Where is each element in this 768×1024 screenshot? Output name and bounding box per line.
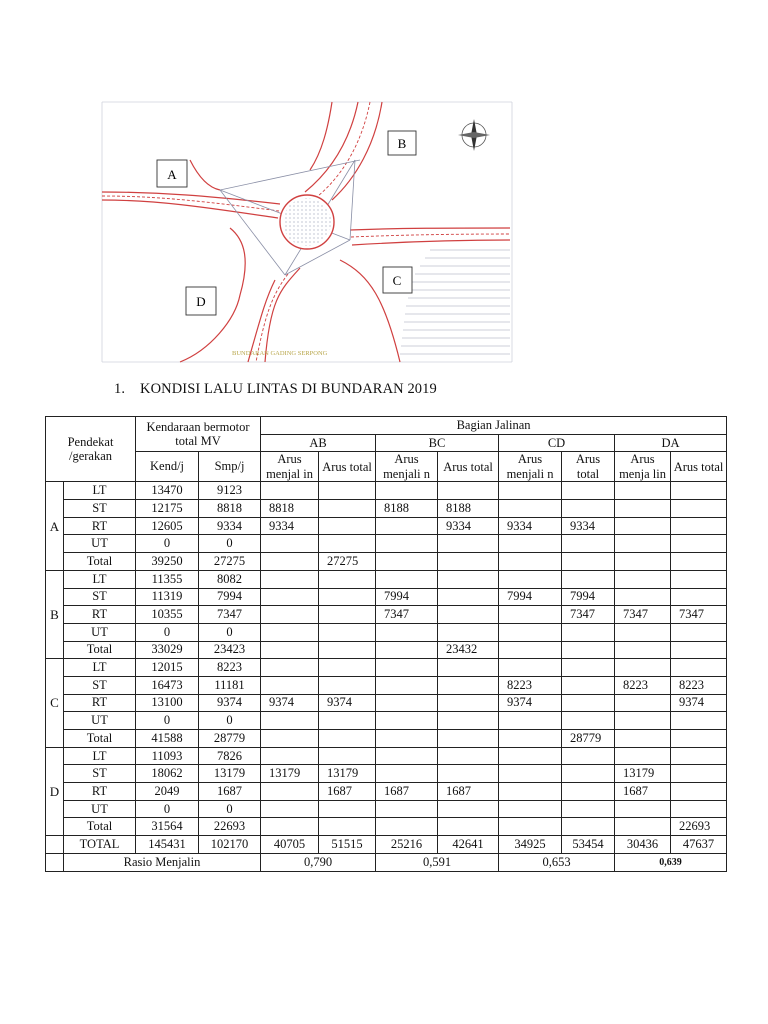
total-value: 30436 bbox=[615, 836, 671, 854]
value-cell: 1687 bbox=[319, 783, 376, 801]
value-cell bbox=[562, 694, 615, 712]
value-cell: 28779 bbox=[199, 730, 261, 748]
value-cell: 7347 bbox=[562, 606, 615, 624]
table-row bbox=[46, 482, 727, 500]
value-cell: 9374 bbox=[261, 694, 319, 712]
movement-cell: UT bbox=[64, 535, 136, 553]
value-cell bbox=[261, 641, 319, 659]
value-cell bbox=[671, 553, 727, 571]
map-caption: BUNDARAN GADING SERPONG bbox=[232, 350, 328, 357]
value-cell bbox=[615, 570, 671, 588]
header-sections: Bagian Jalinan bbox=[261, 417, 727, 435]
value-cell bbox=[319, 730, 376, 748]
header-cd: CD bbox=[499, 434, 615, 452]
value-cell: 12605 bbox=[136, 517, 199, 535]
value-cell bbox=[615, 659, 671, 677]
movement-cell: ST bbox=[64, 676, 136, 694]
total-value: 145431 bbox=[136, 836, 199, 854]
value-cell: 8223 bbox=[615, 676, 671, 694]
value-cell: 8223 bbox=[199, 659, 261, 677]
table-row bbox=[46, 553, 727, 571]
value-cell: 7347 bbox=[615, 606, 671, 624]
value-cell bbox=[261, 747, 319, 765]
value-cell: 7994 bbox=[562, 588, 615, 606]
total-value: 25216 bbox=[376, 836, 438, 854]
table-row bbox=[46, 606, 727, 624]
value-cell: 12015 bbox=[136, 659, 199, 677]
value-cell bbox=[499, 623, 562, 641]
value-cell bbox=[261, 570, 319, 588]
value-cell bbox=[319, 712, 376, 730]
value-cell bbox=[615, 500, 671, 518]
table-row bbox=[46, 535, 727, 553]
movement-cell: RT bbox=[64, 606, 136, 624]
value-cell bbox=[376, 747, 438, 765]
value-cell bbox=[438, 588, 499, 606]
value-cell: 9334 bbox=[199, 517, 261, 535]
value-cell bbox=[671, 641, 727, 659]
value-cell: 18062 bbox=[136, 765, 199, 783]
value-cell bbox=[615, 553, 671, 571]
value-cell bbox=[319, 818, 376, 836]
value-cell: 0 bbox=[136, 712, 199, 730]
value-cell: 23423 bbox=[199, 641, 261, 659]
value-cell: 0 bbox=[136, 623, 199, 641]
value-cell bbox=[438, 694, 499, 712]
roundabout-drawing bbox=[100, 100, 520, 368]
value-cell bbox=[438, 623, 499, 641]
total-value: 102170 bbox=[199, 836, 261, 854]
value-cell bbox=[376, 570, 438, 588]
value-cell: 13100 bbox=[136, 694, 199, 712]
value-cell: 13179 bbox=[615, 765, 671, 783]
value-cell bbox=[319, 659, 376, 677]
value-cell bbox=[671, 659, 727, 677]
value-cell bbox=[562, 623, 615, 641]
value-cell bbox=[261, 606, 319, 624]
movement-cell: UT bbox=[64, 712, 136, 730]
table-row bbox=[46, 676, 727, 694]
value-cell bbox=[261, 800, 319, 818]
value-cell: 9334 bbox=[562, 517, 615, 535]
approach-label: A bbox=[46, 482, 64, 570]
movement-cell: LT bbox=[64, 659, 136, 677]
value-cell: 1687 bbox=[615, 783, 671, 801]
approach-label: B bbox=[46, 570, 64, 658]
ratio-da: 0,639 bbox=[615, 853, 727, 871]
value-cell bbox=[376, 482, 438, 500]
total-value: 34925 bbox=[499, 836, 562, 854]
ratio-cd: 0,653 bbox=[499, 853, 615, 871]
value-cell bbox=[499, 535, 562, 553]
header-da: DA bbox=[615, 434, 727, 452]
value-cell bbox=[562, 553, 615, 571]
movement-cell: LT bbox=[64, 570, 136, 588]
table-row bbox=[46, 783, 727, 801]
value-cell: 1687 bbox=[199, 783, 261, 801]
movement-cell: LT bbox=[64, 747, 136, 765]
movement-cell: RT bbox=[64, 783, 136, 801]
value-cell: 9374 bbox=[499, 694, 562, 712]
value-cell bbox=[319, 641, 376, 659]
movement-cell: UT bbox=[64, 623, 136, 641]
value-cell bbox=[438, 818, 499, 836]
value-cell bbox=[671, 730, 727, 748]
value-cell: 39250 bbox=[136, 553, 199, 571]
header-smp: Smp/j bbox=[199, 452, 261, 482]
value-cell: 27275 bbox=[319, 553, 376, 571]
value-cell bbox=[261, 730, 319, 748]
value-cell bbox=[671, 517, 727, 535]
value-cell bbox=[562, 482, 615, 500]
value-cell bbox=[499, 818, 562, 836]
value-cell: 8188 bbox=[438, 500, 499, 518]
value-cell: 13470 bbox=[136, 482, 199, 500]
value-cell: 9334 bbox=[261, 517, 319, 535]
value-cell bbox=[376, 712, 438, 730]
table-row bbox=[46, 765, 727, 783]
total-row bbox=[46, 836, 727, 854]
value-cell: 9334 bbox=[438, 517, 499, 535]
value-cell: 1687 bbox=[376, 783, 438, 801]
value-cell bbox=[438, 676, 499, 694]
value-cell bbox=[319, 747, 376, 765]
value-cell bbox=[261, 588, 319, 606]
value-cell: 10355 bbox=[136, 606, 199, 624]
value-cell: 9123 bbox=[199, 482, 261, 500]
heading-number: 1. bbox=[114, 381, 126, 397]
value-cell bbox=[562, 570, 615, 588]
value-cell bbox=[562, 676, 615, 694]
ratio-row bbox=[46, 853, 727, 871]
value-cell bbox=[615, 623, 671, 641]
value-cell: 33029 bbox=[136, 641, 199, 659]
value-cell bbox=[438, 482, 499, 500]
value-cell bbox=[319, 606, 376, 624]
value-cell: 27275 bbox=[199, 553, 261, 571]
value-cell bbox=[376, 641, 438, 659]
value-cell: 0 bbox=[136, 800, 199, 818]
value-cell bbox=[671, 712, 727, 730]
value-cell: 7994 bbox=[376, 588, 438, 606]
value-cell bbox=[438, 659, 499, 677]
value-cell bbox=[499, 783, 562, 801]
movement-cell: UT bbox=[64, 800, 136, 818]
value-cell: 2049 bbox=[136, 783, 199, 801]
total-row-spacer bbox=[46, 836, 64, 854]
value-cell bbox=[671, 482, 727, 500]
value-cell bbox=[499, 482, 562, 500]
value-cell bbox=[615, 800, 671, 818]
value-cell bbox=[671, 570, 727, 588]
movement-cell: Total bbox=[64, 553, 136, 571]
movement-cell: RT bbox=[64, 694, 136, 712]
value-cell: 7994 bbox=[199, 588, 261, 606]
value-cell: 7994 bbox=[499, 588, 562, 606]
value-cell bbox=[671, 623, 727, 641]
label-a: A bbox=[167, 167, 177, 182]
value-cell bbox=[499, 747, 562, 765]
value-cell bbox=[376, 730, 438, 748]
total-value: 40705 bbox=[261, 836, 319, 854]
header-cd-weave: Arus menjali n bbox=[499, 452, 562, 482]
table-row bbox=[46, 570, 727, 588]
table-row bbox=[46, 730, 727, 748]
value-cell: 8223 bbox=[499, 676, 562, 694]
value-cell: 11181 bbox=[199, 676, 261, 694]
value-cell: 8223 bbox=[671, 676, 727, 694]
table-row bbox=[46, 517, 727, 535]
value-cell bbox=[615, 747, 671, 765]
value-cell bbox=[376, 694, 438, 712]
movement-cell: RT bbox=[64, 517, 136, 535]
value-cell: 9374 bbox=[199, 694, 261, 712]
value-cell bbox=[615, 588, 671, 606]
movement-cell: ST bbox=[64, 765, 136, 783]
value-cell: 0 bbox=[199, 623, 261, 641]
total-value: 53454 bbox=[562, 836, 615, 854]
value-cell bbox=[671, 588, 727, 606]
value-cell bbox=[671, 500, 727, 518]
value-cell bbox=[261, 535, 319, 553]
value-cell bbox=[438, 747, 499, 765]
value-cell: 41588 bbox=[136, 730, 199, 748]
value-cell bbox=[261, 783, 319, 801]
value-cell: 0 bbox=[199, 535, 261, 553]
value-cell bbox=[671, 747, 727, 765]
value-cell bbox=[499, 659, 562, 677]
value-cell bbox=[376, 818, 438, 836]
value-cell bbox=[499, 570, 562, 588]
value-cell: 7347 bbox=[671, 606, 727, 624]
value-cell bbox=[438, 712, 499, 730]
value-cell bbox=[319, 500, 376, 518]
value-cell bbox=[562, 765, 615, 783]
value-cell bbox=[319, 570, 376, 588]
value-cell bbox=[261, 553, 319, 571]
value-cell bbox=[261, 676, 319, 694]
table-row bbox=[46, 712, 727, 730]
value-cell bbox=[562, 712, 615, 730]
value-cell bbox=[562, 747, 615, 765]
header-bc-weave: Arus menjali n bbox=[376, 452, 438, 482]
value-cell bbox=[261, 482, 319, 500]
value-cell bbox=[615, 641, 671, 659]
value-cell: 13179 bbox=[261, 765, 319, 783]
value-cell bbox=[499, 730, 562, 748]
table-row bbox=[46, 623, 727, 641]
value-cell: 7826 bbox=[199, 747, 261, 765]
value-cell bbox=[319, 517, 376, 535]
label-b: B bbox=[397, 136, 407, 151]
value-cell bbox=[499, 606, 562, 624]
value-cell bbox=[319, 535, 376, 553]
value-cell bbox=[438, 535, 499, 553]
value-cell bbox=[319, 676, 376, 694]
value-cell bbox=[562, 535, 615, 553]
table-row bbox=[46, 747, 727, 765]
value-cell bbox=[562, 659, 615, 677]
value-cell bbox=[261, 818, 319, 836]
ratio-ab: 0,790 bbox=[261, 853, 376, 871]
approach-label: C bbox=[46, 659, 64, 747]
header-approach: Pendekat /gerakan bbox=[46, 417, 136, 482]
header-bc-total: Arus total bbox=[438, 452, 499, 482]
value-cell: 22693 bbox=[199, 818, 261, 836]
movement-cell: Total bbox=[64, 641, 136, 659]
value-cell bbox=[562, 783, 615, 801]
header-kend: Kend/j bbox=[136, 452, 199, 482]
value-cell bbox=[376, 659, 438, 677]
value-cell: 7347 bbox=[376, 606, 438, 624]
table-row bbox=[46, 500, 727, 518]
table-row bbox=[46, 818, 727, 836]
value-cell: 8818 bbox=[261, 500, 319, 518]
table-row bbox=[46, 641, 727, 659]
value-cell bbox=[499, 553, 562, 571]
value-cell bbox=[499, 500, 562, 518]
value-cell bbox=[438, 800, 499, 818]
value-cell: 8818 bbox=[199, 500, 261, 518]
value-cell bbox=[671, 783, 727, 801]
value-cell: 9374 bbox=[671, 694, 727, 712]
value-cell bbox=[615, 730, 671, 748]
value-cell bbox=[261, 712, 319, 730]
value-cell bbox=[376, 535, 438, 553]
value-cell: 11355 bbox=[136, 570, 199, 588]
value-cell bbox=[319, 800, 376, 818]
value-cell bbox=[671, 800, 727, 818]
value-cell bbox=[615, 818, 671, 836]
value-cell: 11319 bbox=[136, 588, 199, 606]
value-cell bbox=[615, 517, 671, 535]
value-cell bbox=[562, 818, 615, 836]
value-cell bbox=[562, 500, 615, 518]
label-b-box bbox=[388, 131, 416, 155]
value-cell: 13179 bbox=[199, 765, 261, 783]
table-row bbox=[46, 694, 727, 712]
approach-label: D bbox=[46, 747, 64, 835]
value-cell bbox=[438, 765, 499, 783]
movement-cell: ST bbox=[64, 588, 136, 606]
header-bc: BC bbox=[376, 434, 499, 452]
ratio-label: Rasio Menjalin bbox=[64, 853, 261, 871]
movement-cell: Total bbox=[64, 730, 136, 748]
value-cell bbox=[319, 482, 376, 500]
value-cell bbox=[499, 641, 562, 659]
table-row bbox=[46, 800, 727, 818]
value-cell bbox=[376, 676, 438, 694]
header-cd-total: Arus total bbox=[562, 452, 615, 482]
movement-cell: LT bbox=[64, 482, 136, 500]
value-cell: 23432 bbox=[438, 641, 499, 659]
value-cell bbox=[438, 570, 499, 588]
value-cell: 13179 bbox=[319, 765, 376, 783]
value-cell bbox=[319, 588, 376, 606]
value-cell bbox=[319, 623, 376, 641]
value-cell bbox=[376, 765, 438, 783]
value-cell: 28779 bbox=[562, 730, 615, 748]
value-cell bbox=[562, 800, 615, 818]
value-cell bbox=[671, 535, 727, 553]
total-value: 47637 bbox=[671, 836, 727, 854]
value-cell bbox=[376, 800, 438, 818]
value-cell bbox=[376, 517, 438, 535]
header-da-total: Arus total bbox=[671, 452, 727, 482]
header-vehicles: Kendaraan bermotor total MV bbox=[136, 417, 261, 452]
label-c-box bbox=[383, 267, 412, 293]
value-cell: 11093 bbox=[136, 747, 199, 765]
table-row bbox=[46, 659, 727, 677]
header-ab-weave: Arus menjal in bbox=[261, 452, 319, 482]
value-cell: 12175 bbox=[136, 500, 199, 518]
table-row bbox=[46, 588, 727, 606]
value-cell: 16473 bbox=[136, 676, 199, 694]
value-cell: 1687 bbox=[438, 783, 499, 801]
value-cell bbox=[438, 730, 499, 748]
roundabout-map bbox=[100, 100, 520, 368]
value-cell: 9374 bbox=[319, 694, 376, 712]
total-value: 42641 bbox=[438, 836, 499, 854]
heading-text: KONDISI LALU LINTAS DI BUNDARAN 2019 bbox=[140, 381, 437, 397]
value-cell: 22693 bbox=[671, 818, 727, 836]
value-cell bbox=[438, 553, 499, 571]
value-cell: 0 bbox=[136, 535, 199, 553]
header-ab: AB bbox=[261, 434, 376, 452]
ratio-row-spacer bbox=[46, 853, 64, 871]
value-cell: 8082 bbox=[199, 570, 261, 588]
total-value: 51515 bbox=[319, 836, 376, 854]
value-cell bbox=[615, 712, 671, 730]
traffic-table bbox=[45, 416, 727, 872]
movement-cell: Total bbox=[64, 818, 136, 836]
value-cell bbox=[261, 659, 319, 677]
value-cell bbox=[261, 623, 319, 641]
value-cell: 8188 bbox=[376, 500, 438, 518]
value-cell bbox=[438, 606, 499, 624]
value-cell bbox=[615, 482, 671, 500]
label-c: C bbox=[392, 273, 402, 288]
label-a-box bbox=[157, 160, 187, 187]
total-label: TOTAL bbox=[64, 836, 136, 854]
value-cell bbox=[615, 694, 671, 712]
value-cell: 7347 bbox=[199, 606, 261, 624]
value-cell bbox=[376, 553, 438, 571]
section-heading bbox=[114, 381, 437, 398]
value-cell bbox=[671, 765, 727, 783]
header-da-weave: Arus menja lin bbox=[615, 452, 671, 482]
value-cell bbox=[376, 623, 438, 641]
value-cell: 31564 bbox=[136, 818, 199, 836]
value-cell bbox=[615, 535, 671, 553]
label-d-box bbox=[186, 287, 216, 315]
value-cell: 0 bbox=[199, 800, 261, 818]
value-cell bbox=[562, 641, 615, 659]
value-cell bbox=[499, 765, 562, 783]
value-cell: 0 bbox=[199, 712, 261, 730]
header-ab-total: Arus total bbox=[319, 452, 376, 482]
value-cell bbox=[499, 712, 562, 730]
ratio-bc: 0,591 bbox=[376, 853, 499, 871]
value-cell: 9334 bbox=[499, 517, 562, 535]
movement-cell: ST bbox=[64, 500, 136, 518]
value-cell bbox=[499, 800, 562, 818]
label-d: D bbox=[196, 294, 206, 309]
